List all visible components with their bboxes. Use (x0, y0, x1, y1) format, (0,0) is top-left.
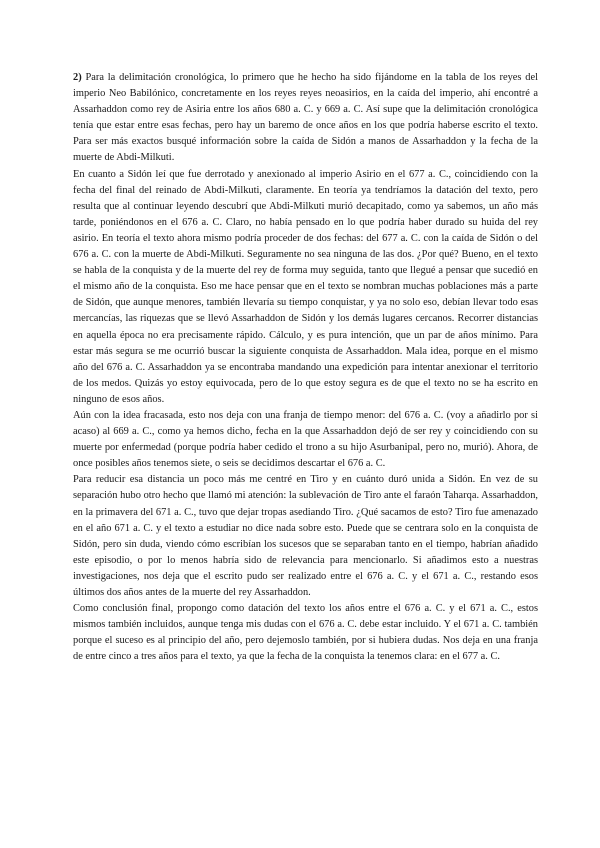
paragraph-text: Aún con la idea fracasada, esto nos deja con una franja de tiempo menor: del 676 a. C. (voy a añadirlo por si acaso) al 669 a. C., como ya hemos dicho, fecha en la que Assarhaddon dejó de ser rey y coincidiendo con su muerte por enfermedad (porque podría haber cedido el trono a su hijo Asurbanipal, pero no, murió). Ahora, de once posibles años tenemos siete, o seis se decidimos descartar el 676 a. C. (73, 409, 538, 470)
paragraph-text: Para la delimitación cronológica, lo primero que he hecho ha sido fijándome en la tabla de los reyes del imperio Neo Babilónico, concretamente en los reyes reyes neoasirios, en la caída del imperio, ahí encontré a Assarhaddon como rey de Asiria entre los años 680 a. C. y 669 a. C. Así supe que la delimitación cronológica tenía que estar entre esas fechas, pero hay un baremo de once años en los que podría haberse escrito el texto. Para ser más exactos busqué información sobre la caída de Sidón a manos de Assarhaddon y la fecha de la muerte de Abdi-Milkuti. (73, 72, 538, 164)
paragraph-4 (73, 472, 538, 601)
paragraph-1 (73, 70, 538, 167)
paragraph-5 (73, 601, 538, 665)
paragraph-text: Como conclusión final, propongo como datación del texto los años entre el 676 a. C. y el 671 a. C., estos mismos también incluidos, aunque tenga mis dudas con el 676 a. C. debe estar incluido. Y el 671 a. C. también porque el suceso es al principio del año, pero dejemoslo también, por si hubiera dudas. Nos deja en una franja de entre cinco a tres años para el texto, ya que la fecha de la conquista la tenemos clara: en el 677 a. C. (73, 603, 538, 663)
paragraph-2 (73, 167, 538, 408)
paragraph-3 (73, 408, 538, 472)
paragraph-text: Para reducir esa distancia un poco más me centré en Tiro y en cuánto duró unida a Sidón. En vez de su separación hubo otro hecho que llamó mi atención: la sublevación de Tiro ante el faraón Taharqa. Assarhaddon, en la primavera del 671 a. C., tuvo que dejar tropas asediando Tiro. ¿Qué sacamos de esto? Tiro fue amenazado en el año 671 a. C. y el texto a estudiar no dice nada sobre esto. Puede que se centrara solo en la conquista de Sidón, pero sin duda, viendo cómo escribían los sucesos que se separaban tanto en el tiempo, habrían añadido este episodio, o por lo menos habría sido de relevancia para mencionarlo. Si añadimos esto a nuestras investigaciones, nos deja que el escrito pudo ser realizado entre el 676 a. C. y el 671 a. C., restando esos últimos dos años antes de la muerte del rey Assarhaddon. (73, 474, 538, 598)
paragraph-number: 2) (73, 72, 82, 83)
paragraph-text: En cuanto a Sidón leí que fue derrotado y anexionado al imperio Asirio en el 677 a. C., coincidiendo con la fecha del final del reinado de Abdi-Milkuti, claramente. En teoría ya tendríamos la datación del texto, pero resulta que al continuar leyendo descubrí que Abdi-Milkuti murió decapitado, como ya sabemos, un año más tarde, poniéndonos en el 676 a. C. Claro, no había pensado en lo que podría haber durado su huida del rey asirio. En teoría el texto ahora mismo podría proceder de dos fechas: del 677 a. C. con la caída de Sidón o del 676 a. C. con la muerte de Abdi-Milkuti. Seguramente no sea ninguna de las dos. ¿Por qué? Bueno, en el texto se habla de la conquista y de la muerte del rey de forma muy seguida, tanto que llegué a pensar que sucedió en el mismo año de la conquista. Eso me hace pensar que en el texto se nombran muchas poblaciones más a parte de Sidón, que aunque menores, también llevaría su tiempo conquistar, y ya no solo eso, debían llevar todo esas mercancías, las riquezas que se llevó Assarhaddon de Sidón y los demás lugares cercanos. Recorrer distancias en aquella época no era precisamente rápido. Cálculo, y es pura intención, que un par de años mínimo. Para estar más segura se me ocurrió buscar la siguiente conquista de Assarhaddon. Mala idea, porque en el mismo año del 676 a. C. Assarhaddon ya se encontraba mandando una expedición para intentar anexionar el territorio de los medos. Quizás yo estoy equivocada, pero de lo que estoy segura es de que el texto no se ha escrito en ninguno de esos años. (73, 168, 538, 405)
